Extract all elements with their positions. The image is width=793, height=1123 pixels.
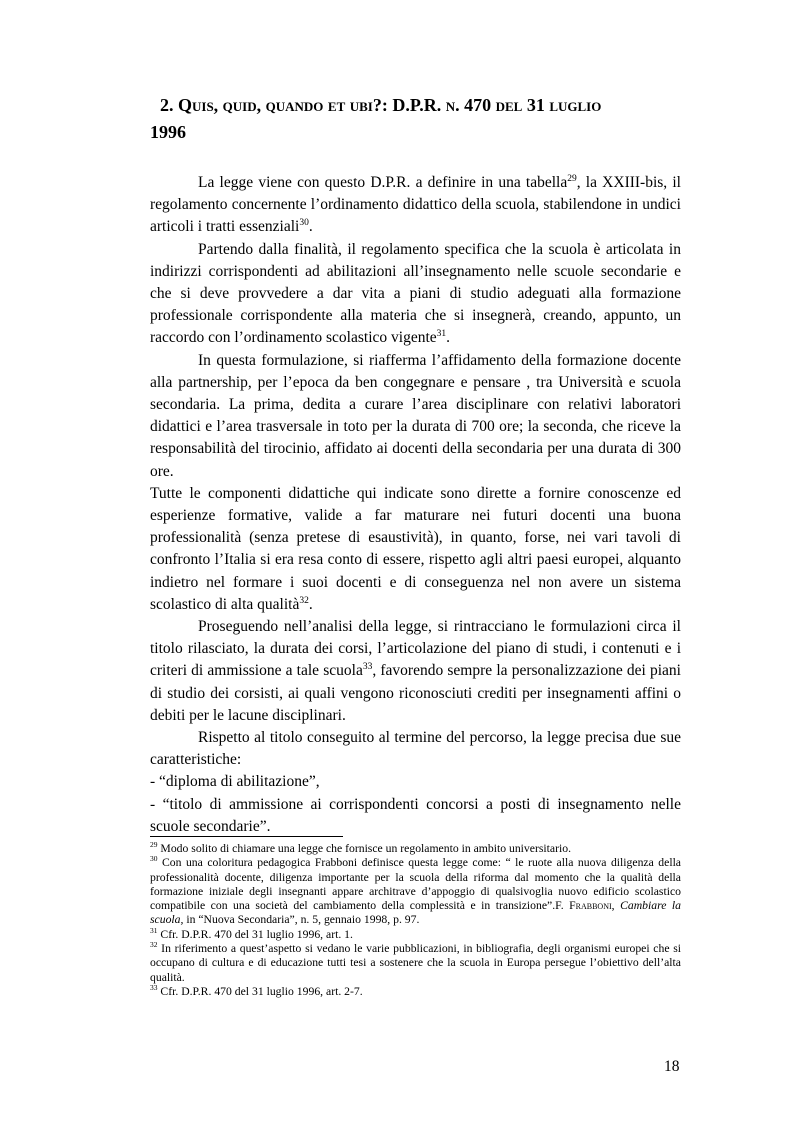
section-heading [150,92,690,146]
footnote [150,985,681,999]
section-title-part: n. [445,95,460,115]
paragraph: Rispetto al titolo conseguito al termine del percorso, la legge precisa due sue caratteristiche: [150,729,681,769]
footnote-number: 31 [150,925,158,935]
section-title-part: 470 [459,95,496,115]
paragraph-text: . [308,218,313,236]
footnote-ref[interactable]: 31 [436,329,447,340]
footnote [150,842,681,856]
paragraph-text: Partendo dalla finalità, il regolamento specifica che la scuola è articolata in indirizzi corrispondenti ad abilitazioni all’insegnamento nelle scuole secondarie e che si deve provvedere a dar vita a piani di studio adeguati alla formazione professionale corrispondente alla materia che si insegnerà, creando, appunto, un raccordo con l’ordinamento scolastico vigente [150,240,681,347]
section-title-part: luglio [549,95,602,115]
footnote-number: 29 [150,840,158,850]
paragraph [150,483,681,616]
paragraph: In questa formulazione, si riafferma l’affidamento della formazione docente alla partnership, per l’epoca da ben congegnare e pensare , tra Università e scuola secondaria. La prima, dedita a curare l’area disciplinare con relativi laboratori didattici e l’area trasversale in toto per la durata di 700 ore; la seconda, che riceve la responsabilità del tirocinio, affidato ai docenti della secondaria per una durata di 300 ore. [150,351,681,480]
paragraph-text: Tutte le componenti didattiche qui indicate sono dirette a fornire conoscenze ed esperienze formative, valide a far maturare nei futuri docenti una buona professionalità (senza pretese di esaustività), in quanto, forse, nei vari tavoli di confronto l’Italia si era resa conto di essere, rispetto agli altri paesi europei, alquanto indietro nel formare i suoi docenti e di conseguenza nel non avere un sistema scolastico di alta qualità [150,484,681,613]
section-title-part: del [495,95,523,115]
footnote-ref[interactable]: 30 [299,218,309,229]
footnote-ref[interactable]: 29 [567,173,577,184]
list-item: - “titolo di ammissione ai corrispondenti concorsi a posti di insegnamento nelle scuole secondarie”. [150,795,681,835]
footnote-text: in “Nuova Secondaria”, n. 5, gennaio 1998, p. 97. [183,913,420,927]
footnote-book-title: Cambiare la scuola, [150,899,681,927]
footnote-text: In riferimento a quest’aspetto si vedano le varie pubblicazioni, in bibliografia, degli organismi europei che si occupano di cultura e di educazione tutti tesi a sostenere che la scuola in Europa persegue l’obiettivo dell’alta qualità. [150,942,681,984]
paragraph [150,172,681,239]
paragraph-text: , favorendo sempre la personalizzazione dei piani di studio dei corsisti, ai quali vengono riconosciuti crediti per insegnamenti affini o debiti per le lacune disciplinari. [150,662,681,724]
section-title-part: ?: D.P.R. [372,95,446,115]
section-title-part: Quis, quid, quando et ubi [178,95,373,115]
paragraph-text: Proseguendo nell’analisi della legge, si rintracciano le formulazioni circa il titolo rilasciato, la durata dei corsi, l’articolazione del piano di studi, i contenuti e i criteri di ammissione a tale scuola [150,618,681,680]
footnote-text: Cfr. D.P.R. 470 del 31 luglio 1996, art. 1. [157,927,353,941]
list-item: - “diploma di abilitazione”, [150,773,320,791]
footnote-number: 33 [150,983,158,993]
footnote-separator [150,836,343,837]
footnote-ref[interactable]: 33 [362,662,373,673]
footnote [150,942,681,985]
body-text [150,172,681,838]
paragraph [150,616,681,727]
footnote [150,856,681,927]
paragraph-text: . [446,329,451,347]
paragraph-text: , la XXIII-bis, il regolamento concernente l’ordinamento didattico della scuola, stabilendone in undici articoli i tratti essenziali [150,174,681,236]
footnote-number: 30 [150,854,158,864]
paragraph [150,239,681,350]
section-title-part: 31 [522,95,550,115]
footnote [150,925,681,942]
footnote-text: Con una coloritura pedagogica Frabboni definisce questa legge come: “ le ruote alla nuova diligenza della professionalità docente, diligenza importante per la scuola della riforma dal momento che la qualità della formazione iniziale degli insegnanti appare architrave d’appoggio di qualsivoglia nuovo edificio scolastico compatibile con una società del cambiamento della complessità e in transizione”.F. [150,856,681,913]
footnote-ref[interactable]: 32 [299,595,309,606]
footnote-text: Modo solito di chiamare una legge che fornisce un regolamento in ambito universitario. [157,842,571,855]
footnote-text: , [611,899,621,913]
footnotes [150,842,681,999]
paragraph-text: La legge viene con questo D.P.R. a definire in una tabella [198,174,568,191]
footnote-author: Frabboni [569,899,612,913]
section-number: 2. [160,95,174,115]
footnote-number: 32 [150,940,158,950]
section-title-year: 1996 [150,122,186,142]
page-number: 18 [664,1058,680,1075]
footnote-text: Cfr. D.P.R. 470 del 31 luglio 1996, art. 2-7. [157,984,363,998]
paragraph-text: . [308,595,313,613]
